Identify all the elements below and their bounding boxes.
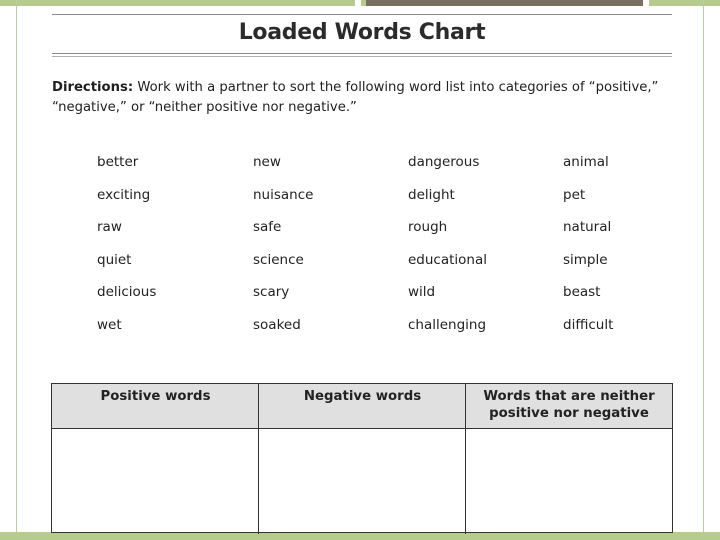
directions-text-line2: “negative,” or “neither positive nor negative.” bbox=[52, 100, 357, 115]
word-item: raw bbox=[97, 219, 122, 235]
bottom-decorative-strip bbox=[0, 532, 720, 540]
directions-paragraph bbox=[52, 78, 672, 118]
word-item: quiet bbox=[97, 252, 132, 268]
word-item: scary bbox=[253, 284, 290, 300]
right-border-line bbox=[703, 0, 704, 540]
word-item: beast bbox=[563, 284, 601, 300]
table-header-row bbox=[52, 384, 672, 429]
word-item: wild bbox=[408, 284, 436, 300]
header-text: Words that are neither bbox=[483, 389, 655, 404]
header-negative-words bbox=[259, 384, 466, 428]
word-item: exciting bbox=[97, 187, 151, 203]
title-bottom-rule bbox=[52, 56, 672, 57]
directions-text-line1: Work with a partner to sort the following word list into categories of “positive,” bbox=[137, 80, 659, 95]
word-item: safe bbox=[253, 219, 282, 235]
word-item: soaked bbox=[253, 317, 301, 333]
title-bottom-rule bbox=[52, 53, 672, 54]
word-item: delicious bbox=[97, 284, 157, 300]
top-strip-green-segment bbox=[649, 0, 720, 6]
word-item: better bbox=[97, 154, 139, 170]
top-strip-gray-segment bbox=[366, 0, 643, 6]
word-item: difficult bbox=[563, 317, 614, 333]
word-item: nuisance bbox=[253, 187, 314, 203]
header-text: Positive words bbox=[100, 389, 211, 404]
word-item: natural bbox=[563, 219, 612, 235]
word-item: dangerous bbox=[408, 154, 480, 170]
title-top-rule bbox=[52, 14, 672, 15]
word-item: simple bbox=[563, 252, 608, 268]
word-item: challenging bbox=[408, 317, 487, 333]
word-item: delight bbox=[408, 187, 455, 203]
left-border-line bbox=[16, 0, 17, 540]
word-list-grid bbox=[97, 154, 687, 344]
neither-words-cell[interactable] bbox=[466, 429, 672, 533]
word-item: new bbox=[253, 154, 281, 170]
top-decorative-strip bbox=[0, 0, 720, 6]
word-item: science bbox=[253, 252, 304, 268]
page-title: Loaded Words Chart bbox=[238, 20, 486, 45]
word-item: pet bbox=[563, 187, 586, 203]
negative-words-cell[interactable] bbox=[259, 429, 465, 533]
header-neither-words bbox=[466, 384, 672, 428]
top-strip-green-segment bbox=[0, 0, 355, 6]
word-item: wet bbox=[97, 317, 122, 333]
word-item: educational bbox=[408, 252, 488, 268]
positive-words-cell[interactable] bbox=[52, 429, 258, 533]
directions-lead: Directions: bbox=[52, 80, 134, 95]
word-item: rough bbox=[408, 219, 448, 235]
header-text: Negative words bbox=[303, 389, 422, 404]
header-text: positive nor negative bbox=[489, 406, 649, 421]
header-positive-words bbox=[52, 384, 259, 428]
word-item: animal bbox=[563, 154, 609, 170]
sorting-table bbox=[51, 383, 673, 533]
